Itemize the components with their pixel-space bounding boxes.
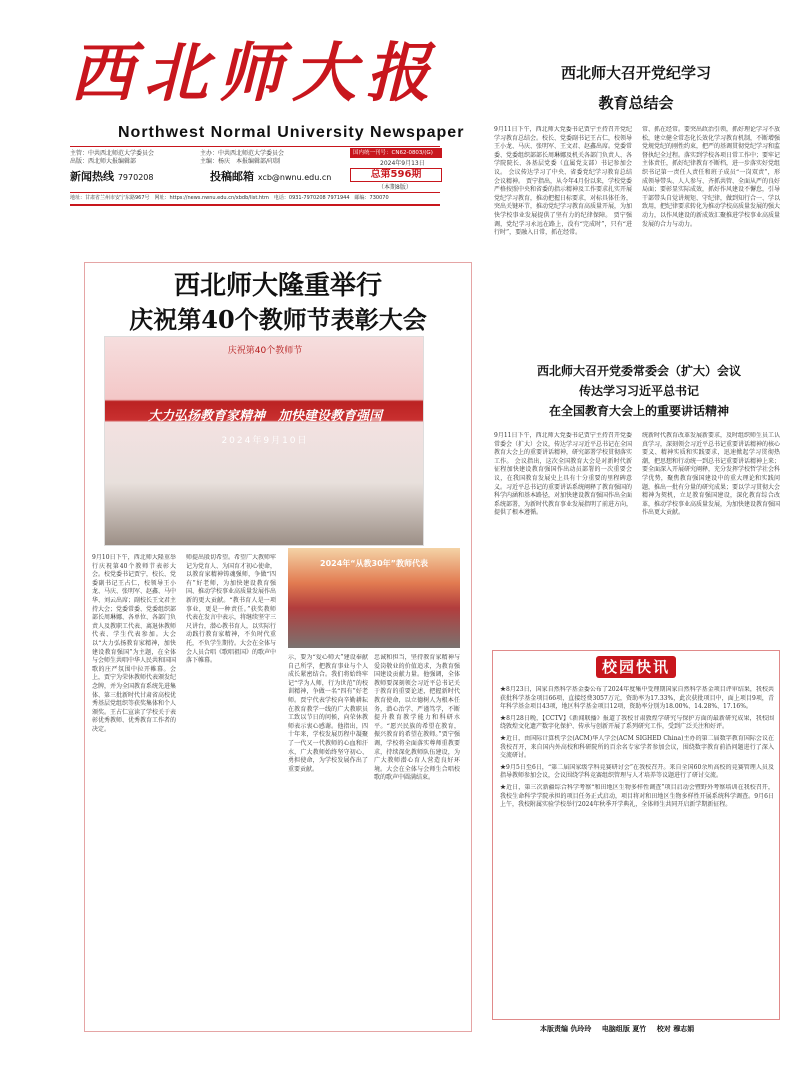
editor-name: 仇玲玲 <box>570 1025 592 1033</box>
right1-p3: 贾宁指出，从今年4月份以来，学校党委严格按照中央和省委的指示精神及工作要求扎实开展党纪学习教育，推动把握日标要求，对标具体任务，突出关键环节，推动党纪学习教育高质量开展，为加快学校事业发展提供了坚有力的纪律保障。 <box>494 177 632 219</box>
right1-body-col2: 常、抓在经常。要突出政治引领，抓好理论学习不放松，建立健全常态化长效化学习教育机制，不断增强党规党纪的刚性约束，把严的基调贯彻党纪学习和监督执纪全过程。落实到学校各项日常工作中；要牢记主体责任，抓好纪律教育不断档，进一步落实好党组织书记第一责任人责任和班子成员“一岗双责”，形成领导带头、人人参与、齐抓共管、全面从严的良好局面；要彰显实际成效，抓好作风建设不懈怠，引导干部带头自觉讲规矩、守纪律，做到知行合一、学以致用，把纪律要求转化为推动学校高质量发展的强大动力，以作风建设的新成效汇聚推进学校事业高质量发展的合力与动力。 <box>642 126 780 228</box>
lead-headline-2: 庆祝第40个教师节表彰大会 <box>129 305 427 334</box>
teachers-photo <box>288 548 460 648</box>
issn: 国内统一刊号：CN62-0803/(G) <box>353 150 433 156</box>
right2-headline-2: 传达学习习近平总书记 <box>578 384 699 398</box>
editor: 主编：杨庆 本报编辑部/印制 <box>200 158 281 165</box>
news-item: ★9月5日至6日，“第二届国家级学科竞赛研讨会”在我校召开。来自全国60余所高校的竞赛管理人员及指导教师参加会议，会议围绕学科竞赛组织管理与人才培养等议题进行了研讨交流。 <box>500 763 774 780</box>
sponsor: 主管：中共西北师范大学委员会 <box>70 150 155 157</box>
email-address[interactable]: xcb@nwnu.edu.cn <box>257 173 332 182</box>
right2-headline-1: 西北师大召开党委常委会（扩大）会议 <box>536 364 741 378</box>
right2-body-col2: 统新时代教育改革发展新要求，及时组织师生员工认真学习，深刻领会习近平总书记重要讲话精神的核心要义、精神实质和实践要求，迅速掀起学习贯彻热潮，把思想和行动统一到总书记重要讲话精神上来；要全面深入开展研究阐释，充分发挥学校哲学社会科学优势，聚焦教育强国建设中的重大理论和实践问题，推出一批有分量的研究成果；要以学习贯彻大会精神为契机，立足教育强国建设，深化教育综合改革，推动学校事业高质量发展，为加快建设教育强国作出更大贡献。 <box>642 432 780 517</box>
right1-headline-2: 教育总结会 <box>598 94 674 112</box>
right1-body-col1 <box>494 126 632 326</box>
right1-p4: 贾宁强调，党纪学习永远在路上，没有“完成时”，只有“进行时”，要融入日常，抓在经常。 <box>494 211 632 237</box>
news-item: ★近日，第三次新疆综合科学考察“和田地区生物多样性调查”项目启动会暨野外考察培训在我校召开，我校生命科学学院承担的项目任务正式启动，项目将对和田地区生物多样性开展系统科学调查。9月6日上午，我校附属实验学校举行2024年秋季开学典礼，全体师生共同开启新学期新征程。 <box>500 783 774 809</box>
lead-body-col1: 9月10日下午，西北师大隆重举行庆祝第40个教师节表彰大会。校党委书记贾宁，校长、党委副书记王占仁，校领导王小龙、马庆、张明军、赵鑫、马中华、刘云出席；副校长王文君主持大会；党委常委、党委组织部部长周琳娜、各单位、各部门负责人及教职工代表、离退休教师代表、学生代表参加。大会以“大力弘扬教育家精神，加快建设教育强国”为主题，在全体与会师生共唱中华人民共和国国歌的庄严氛围中拉开帷幕。会上，贾宁为荣休教师代表颁发纪念牌，并为全国教育系统先进集体、第三批新时代甘肃省高校优秀基层党组织等获奖集体和个人颁奖。王占仁宣读了学校关于表彰优秀教师、优秀教育工作者的决定。 <box>92 554 176 733</box>
right2-p2: 会议指出，这次全国教育大会是对新时代新征程加快建设教育强国作出动员部署的一次重要会议，在我国教育发展史上具有十分重要的里程碑意义。习近平总书记的重要讲话系统阐释了教育强国的科学内涵和基本路径，对加快建设教育强国作出全面系统部署，为新时代教育事业发展指明了前进方向，提供了根本遵循。 <box>494 457 632 517</box>
news-hotline <box>70 168 153 184</box>
layout-label: 电脑组版 <box>601 1025 630 1033</box>
editor-label: 本版责编 <box>540 1025 568 1033</box>
right2-p1: 9月11日下午，西北师大党委书记贾宁主持召开党委常委会（扩大）会议，传达学习习近平总书记在全国教育大会上的重要讲话精神，研究部署学校贯彻落实工作。 <box>494 432 632 465</box>
issue-number: 总第596期 <box>370 169 422 180</box>
divider <box>70 192 440 193</box>
issue-date: 2024年9月13日 <box>380 160 425 167</box>
issn-box <box>350 148 442 158</box>
page-credits <box>540 1024 780 1036</box>
newspaper-name: 西北师大报 <box>70 36 440 111</box>
campus-news-title-bg <box>596 656 676 678</box>
right1-p1: 9月11日下午，西北师大党委书记贾宁主持召开党纪学习教育总结会。校长、党委副书记王占仁，校领导王小龙、马庆、张明军、王文君、赵鑫出席。党委常委、党委组织部部长周琳娜及机关各部门负责人、各学院院长、各基层党委（直属党支部）书记参加会议。 <box>494 126 632 176</box>
issue-box <box>350 168 442 182</box>
submit-email <box>210 168 331 184</box>
masthead-title <box>70 28 450 124</box>
issue-sub: （本期8版） <box>378 184 412 191</box>
right2-body-col1 <box>494 432 632 628</box>
publisher: 出版：西北师大报编辑部 <box>70 158 137 165</box>
news-item: ★近日，由国际计算机学会(ACM)华人学会(ACM SIGHED China)主办的第二届数字教育国际会议在我校召开，来自国内外高校和科研院所的百余名专家学者参加会议，围绕数字教育前沿问题进行了深入交流研讨。 <box>500 734 774 760</box>
divider <box>70 146 440 147</box>
proof-name: 穆志娟 <box>673 1025 695 1033</box>
divider <box>70 204 440 206</box>
hotline-number: 7970208 <box>117 173 154 182</box>
news-item: ★8月23日，国家自然科学基金委公布了2024年度集中受理期国家自然科学基金项目评审结果，我校共获批科学基金项目66项，直接经费3057万元，资助率为17.33%，此次获批项目中，面上项目9项，青年科学基金项目43项，地区科学基金项目12项，资助率分别为18.00%、14.28%、17.16%。 <box>500 686 774 711</box>
lead-body-col2: 师提出殷切希望。希望广大教师牢记为党育人、为国育才初心使命，以教育家精神铸魂强师，争做“四有”好老师，为加快建设教育强国、推动学校事业高质量发展作出新的更大贡献。“教书育人是一项事业，更是一种责任。”获奖教师代表在发言中表示，将继续坚守三尺讲台，潜心教书育人，以实际行动践行教育家精神，不负时代重托，不负学生期待。大会在全体与会人员合唱《歌唱祖国》的歌声中落下帷幕。 <box>186 554 276 665</box>
banner-slogan: 大力弘扬教育家精神 加快建设教育强国 <box>147 409 382 424</box>
ceremony-photo <box>104 336 424 546</box>
campus-news-title: 校园快讯 <box>601 658 670 676</box>
photo2-caption: 2024年“从教30年”教师代表 <box>320 559 428 568</box>
proof-label: 校对 <box>656 1025 671 1033</box>
lead-body-col3: 示，要为“爱心师大”建设奉献自己所学，把教育事业与个人成长紧密结合。我们将始终牢记“学为人师，行为世范”的校训精神，争做一名“四有”好老师。贾宁代表学校向辛勤耕耘在教育教学一线的广大教职员工致以节日的问候，向荣休教师表示衷心感谢。他指出，四十年来，学校发展历程中凝聚了一代又一代教师的心血和汗水，广大教师始终坚守初心、勇担使命，为学校发展作出了重要贡献。 <box>288 654 368 773</box>
banner-date: 2024年9月10日 <box>221 436 309 446</box>
right1-p2: 会议传达学习了中央、省委党纪学习教育总结会议精神。 <box>494 168 632 185</box>
hotline-label: 新闻热线 <box>70 170 114 183</box>
email-label: 投稿邮箱 <box>210 170 254 183</box>
host: 主办：中共西北师范大学委员会 <box>200 150 285 157</box>
campus-news-list <box>500 686 774 1014</box>
layout-name: 夏竹 <box>632 1025 647 1033</box>
right2-headline-3: 在全国教育大会上的重要讲话精神 <box>548 404 729 418</box>
news-item: ★8月28日晚，【CCTV】《新闻联播》报道了我校甘肃敦煌学研究与保护方面的最新研究成果，我校围绕敦煌文化遗产数字化保护、传承与创新开展了系列研究工作，受到广泛关注和好评。 <box>500 714 774 731</box>
lead-headline-1: 西北师大隆重举行 <box>173 271 382 301</box>
newspaper-english-name: Northwest Normal University Newspaper <box>118 124 465 141</box>
banner-title: 庆祝第40个教师节 <box>227 346 303 356</box>
address-line: 地址：甘肃省兰州市安宁东路967号 网址：https://news.nwnu.edu.cn/xbdb/list.htm 电话：0931-7970208 7971944 邮编：730070 <box>70 195 389 201</box>
right1-headline-1: 西北师大召开党纪学习 <box>560 64 711 82</box>
lead-body-col4: 忠诚和担当，坚持教育家精神与爱岗敬业的价值追求，为教育强国建设贡献力量。他强调，全体教师要深刻领会习近平总书记关于教育的重要论述，把握新时代教育使命，以立德树人为根本任务，潜心治学、严谨笃学，不断提升教育教学能力和科研水平。“愿兴民族的希望在教育，振兴教育的希望在教师。”贾宁强调，学校将全面落实尊师重教要求，持续深化教师队伍建设，为广大教师潜心育人营造良好环境。大会在全体与会师生合唱校歌的歌声中圆满结束。 <box>374 654 460 782</box>
